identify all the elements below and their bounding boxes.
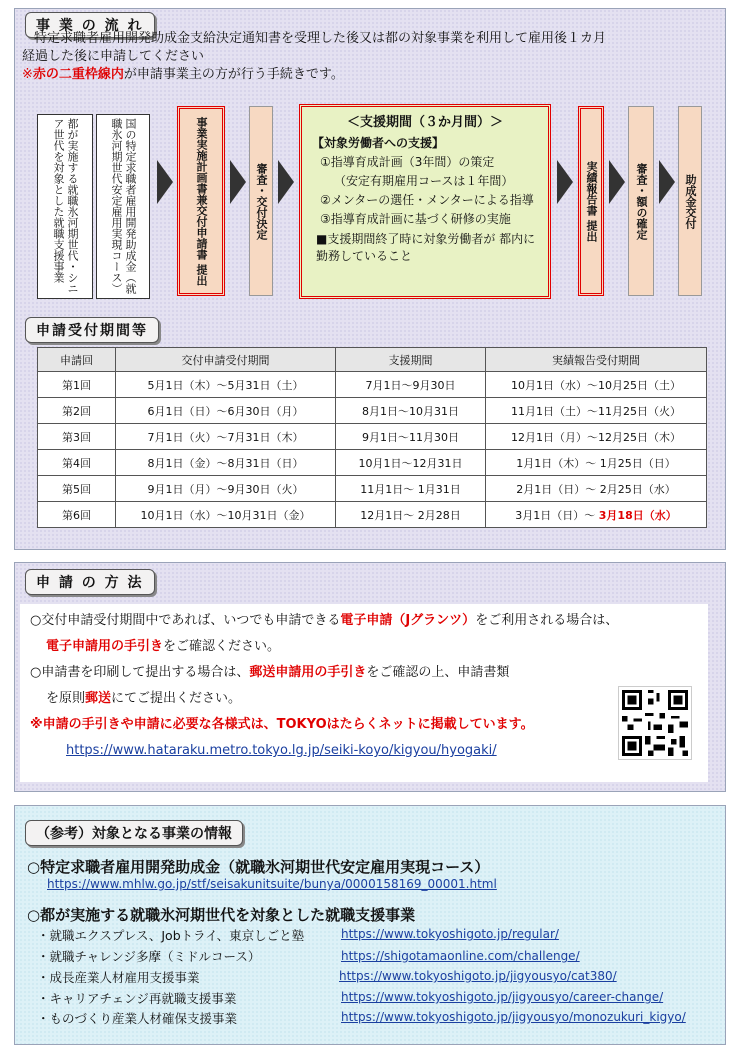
flow-arrow-6 <box>659 160 675 204</box>
table-row: 第1回 5月1日（木）～5月31日（土） 7月1日～9月30日 10月1日（水）～10月25日（土） <box>38 372 707 398</box>
support-period-box <box>299 104 551 299</box>
method-title: 申 請 の 方 法 <box>25 569 155 595</box>
table-row: 第3回 7月1日（火）～7月31日（木） 9月1日～11月30日 12月1日（月）～12月25日（木） <box>38 424 707 450</box>
list-item-url-link[interactable]: https://www.tokyoshigoto.jp/regular/ <box>341 927 559 941</box>
flow-note: ※赤の二重枠線内が申請事業主の方が行う手続きです。 <box>22 67 344 82</box>
flow-box-report: 実績報告書 提出 <box>578 106 604 296</box>
support-item: ①指導育成計画（3年間）の策定 <box>320 155 495 169</box>
method-line1: ○交付申請受付期間中であれば、いつでも申請できる電子申請（Jグランツ）をご利用される場合は、 <box>30 613 619 628</box>
method-line2: 電子申請用の手引きをご確認ください。 <box>46 639 281 654</box>
reference-heading-tokyo: ○都が実施する就職氷河期世代を対象とした就職支援事業 <box>27 906 416 924</box>
list-item: ・キャリアチェンジ再就職支援事業 <box>37 991 237 1006</box>
reference-title: （参考）対象となる事業の情報 <box>25 820 243 846</box>
intro-line2: 経過した後に申請してください <box>22 49 205 64</box>
intro-line1: 特定求職者雇用開発助成金支給決定通知書を受理した後又は都の対象事業を利用して雇用後１カ月 <box>34 31 607 46</box>
table-header: 実績報告受付期間 <box>486 348 707 372</box>
list-item: ・ものづくり産業人材確保支援事業 <box>37 1011 238 1026</box>
reference-panel <box>14 805 726 1045</box>
list-item-url-link[interactable]: https://shigotamaonline.com/challenge/ <box>341 949 580 963</box>
flow-arrow-5 <box>609 160 625 204</box>
table-header: 申請回 <box>38 348 116 372</box>
table-row: 第5回 9月1日（月）～9月30日（火） 11月1日～ 1月31日 2月1日（日）～ 2月25日（水） <box>38 476 707 502</box>
table-header: 交付申請受付期間 <box>116 348 336 372</box>
method-line4: を原則郵送にてご提出ください。 <box>46 691 242 706</box>
list-item-url-link[interactable]: https://www.tokyoshigoto.jp/jigyousyo/career-change/ <box>341 990 664 1004</box>
mail-application-guide-link[interactable]: 郵送申請用の手引き <box>249 665 367 680</box>
support-item: ③指導育成計画に基づく研修の実施 <box>320 212 511 226</box>
e-application-guide-link[interactable]: 電子申請用の手引き <box>46 639 164 654</box>
flow-box-national: 国の特定求職者雇用開発助成金（就職氷河期世代安定雇用実現コース） <box>96 114 150 299</box>
flow-box-review: 審査・交付決定 <box>249 106 273 296</box>
method-line5: ※申請の手引きや申請に必要な各様式は、TOKYOはたらくネットに掲載しています。 <box>30 717 534 732</box>
support-subtitle: 【対象労働者への支援】 <box>312 136 445 150</box>
reference-heading-national: ○特定求職者雇用開発助成金（就職氷河期世代安定雇用実現コース） <box>27 858 490 876</box>
period-title: 申請受付期間等 <box>25 317 159 343</box>
flow-title: 事 業 の 流 れ <box>25 12 155 38</box>
list-item: ・就職エクスプレス、Jobトライ、東京しごと塾 <box>37 928 305 943</box>
flow-arrow-4 <box>557 160 573 204</box>
method-line3: ○申請書を印刷して提出する場合は、郵送申請用の手引きをご確認の上、申請書類 <box>30 665 510 680</box>
list-item: ・成長産業人材雇用支援事業 <box>37 970 200 985</box>
support-title: ＜支援期間（３か月間）＞ <box>346 115 503 130</box>
flow-box-confirm: 審査・額の確定 <box>628 106 654 296</box>
table-row: 第6回 10月1日（水）～10月31日（金） 12月1日～ 2月28日 3月1日（日）～ 3月18日（水） <box>38 502 707 528</box>
flow-intro <box>22 30 702 84</box>
flow-box-tokyo: 都が実施する就職氷河期世代・シニア世代を対象とした就職支援事業 <box>37 114 93 299</box>
period-table <box>37 347 707 528</box>
flow-arrow-1 <box>157 160 173 204</box>
flow-box-application: 事業実施計画書兼交付申請書 提出 <box>177 106 225 296</box>
list-item-url-link[interactable]: https://www.tokyoshigoto.jp/jigyousyo/monozukuri_kigyo/ <box>341 1010 686 1024</box>
flow-box-grant: 助成金交付 <box>678 106 702 296</box>
deadline-highlight: 3月18日（水） <box>598 508 677 522</box>
flow-arrow-2 <box>230 160 246 204</box>
support-item: （安定有期雇用コースは１年間） <box>334 174 514 188</box>
list-item-url-link[interactable]: https://www.tokyoshigoto.jp/jigyousyo/cat380/ <box>339 969 617 983</box>
list-item: ・就職チャレンジ多摩（ミドルコース） <box>37 949 261 964</box>
table-header-row <box>38 348 707 372</box>
method-body <box>20 604 708 782</box>
table-row: 第2回 6月1日（日）～6月30日（月） 8月1日～10月31日 11月1日（土）～11月25日（火） <box>38 398 707 424</box>
mhlw-url-link[interactable]: https://www.mhlw.go.jp/stf/seisakunitsuite/bunya/0000158169_00001.html <box>47 877 497 891</box>
support-item: ②メンターの選任・メンターによる指導 <box>320 193 534 207</box>
table-row: 第4回 8月1日（金）～8月31日（日） 10月1日～12月31日 1月1日（木）～ 1月25日（日） <box>38 450 707 476</box>
support-note: ■支援期間終了時に対象労働者が 都内に勤務していること <box>316 232 536 263</box>
hataraku-url-link[interactable]: https://www.hataraku.metro.tokyo.lg.jp/seiki-koyo/kigyou/hyogaki/ <box>66 743 497 758</box>
flow-arrow-3 <box>278 160 294 204</box>
qr-code-icon <box>618 686 692 760</box>
table-header: 支援期間 <box>336 348 486 372</box>
